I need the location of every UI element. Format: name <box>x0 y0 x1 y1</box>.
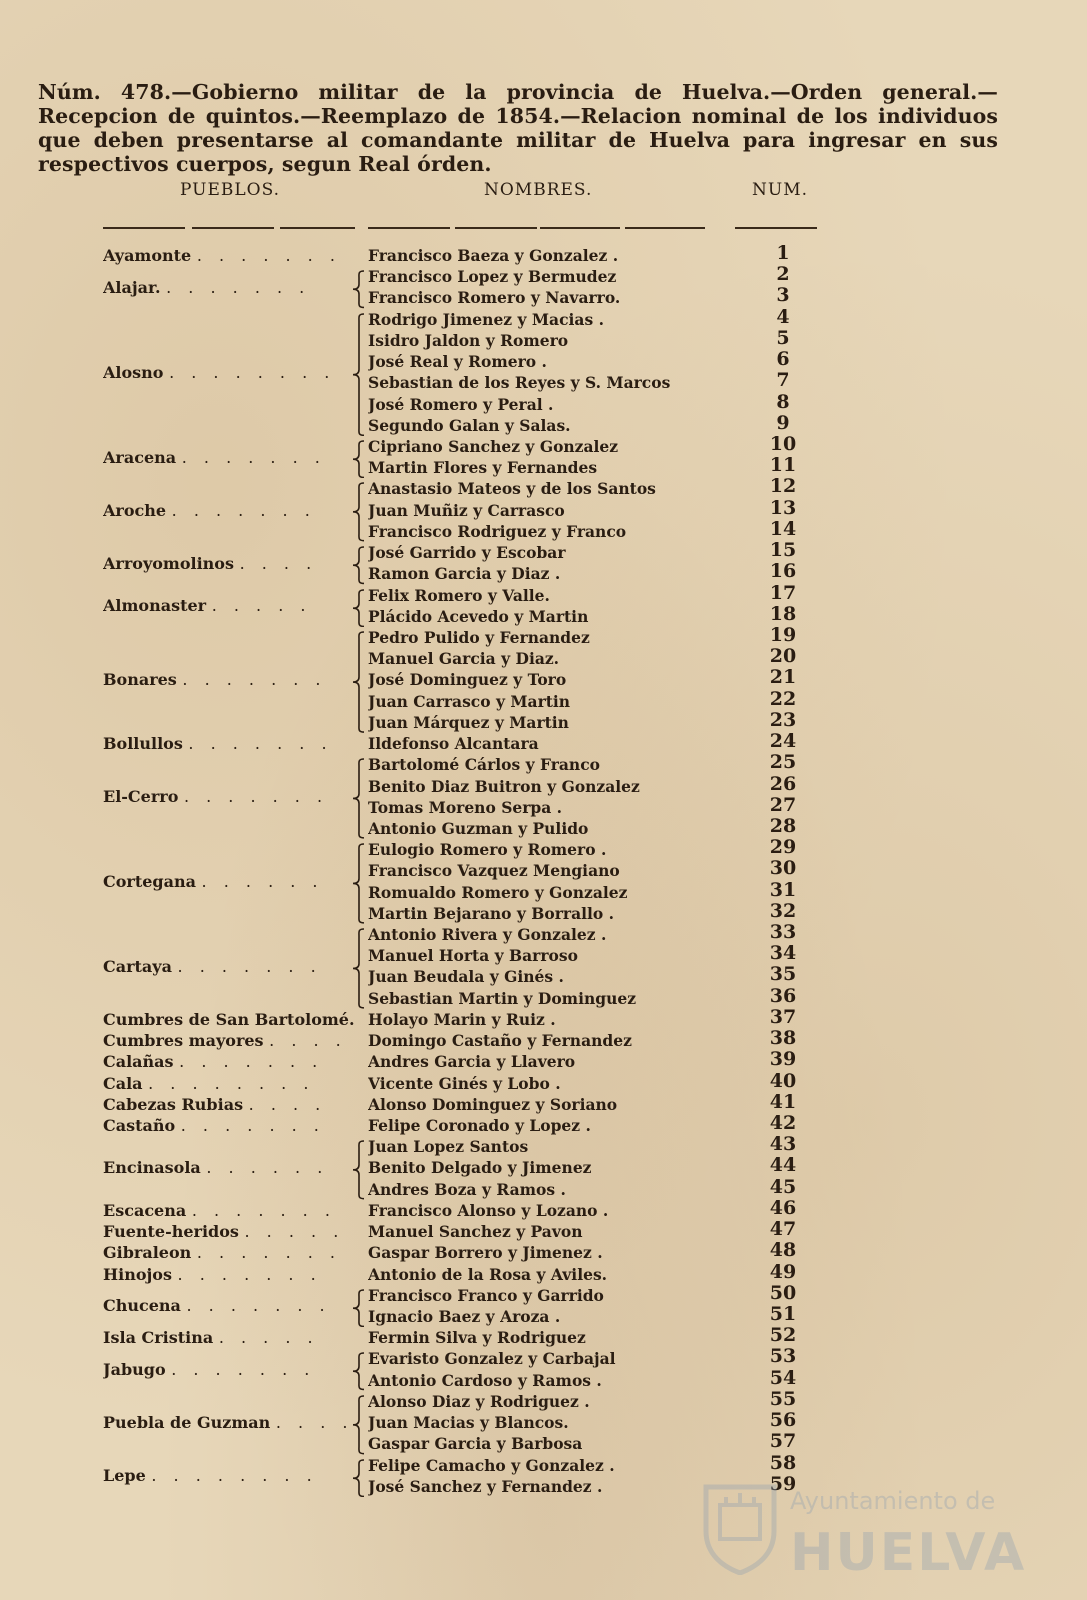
town-name: Alajar. <box>103 277 161 297</box>
entry-name: Ignacio Baez y Aroza . <box>368 1307 561 1326</box>
group-brace <box>352 270 366 308</box>
entry-number: 52 <box>769 1324 797 1347</box>
entry-name: Antonio Guzman y Pulido <box>368 818 589 838</box>
town-label <box>103 872 358 891</box>
town-label <box>103 1328 358 1347</box>
town-label <box>103 596 358 615</box>
group-brace-path <box>353 1460 364 1496</box>
entry-number: 35 <box>769 963 797 986</box>
town-leader-dots: . . . . . <box>244 1222 345 1242</box>
entry-name: Gaspar Borrero y Jimenez . <box>368 1243 603 1263</box>
group-brace-path <box>353 929 364 1008</box>
town-leader-dots: . . . . . . . <box>171 500 316 520</box>
town-leader-dots: . . . . . . . <box>177 1264 322 1284</box>
group-brace-path <box>353 844 364 923</box>
archive-watermark <box>690 1465 1050 1585</box>
entry-number: 59 <box>769 1472 797 1495</box>
group-brace <box>352 843 366 924</box>
entry-number: 27 <box>769 793 797 816</box>
town-leader-dots: . . . . . . . <box>182 670 327 690</box>
entry-number: 39 <box>769 1048 797 1071</box>
entry-name: Plácido Acevedo y Martin <box>368 606 589 626</box>
town-leader-dots: . . . . . . . <box>179 1052 324 1072</box>
town-leader-dots: . . . . <box>275 1413 354 1433</box>
column-rule <box>192 227 274 229</box>
entry-number: 21 <box>769 666 797 689</box>
entry-name: Manuel Garcia y Diaz. <box>368 649 560 669</box>
entry-name: Martin Bejarano y Borrallo . <box>368 903 615 923</box>
entry-number: 18 <box>769 602 797 625</box>
town-name: Hinojos <box>103 1264 172 1284</box>
group-brace <box>352 928 366 1009</box>
entry-number: 23 <box>769 708 797 731</box>
entry-number: 51 <box>769 1303 797 1325</box>
entry-number: 5 <box>776 326 790 349</box>
town-leader-dots: . . . . . . . . <box>148 1073 315 1093</box>
town-leader-dots: . . . . . . . <box>177 956 322 976</box>
group-brace <box>352 546 366 584</box>
town-name: Aroche <box>103 500 167 520</box>
entry-name: José Romero y Peral . <box>368 394 554 414</box>
entry-number: 14 <box>769 517 797 540</box>
town-label <box>103 1265 358 1284</box>
entry-number: 30 <box>769 857 797 880</box>
town-leader-dots: . . . . . <box>211 596 312 616</box>
entry-name: Andres Garcia y Llavero <box>368 1052 576 1072</box>
entry-name: Martin Flores y Fernandes <box>368 458 598 478</box>
column-rule <box>455 227 537 229</box>
town-name: Cabezas Rubias <box>103 1094 244 1114</box>
group-brace <box>352 482 366 542</box>
watermark-line2: HUELVA <box>790 1523 1027 1583</box>
entry-number: 22 <box>769 687 797 710</box>
town-name: Lepe <box>103 1466 146 1486</box>
entry-name: Antonio de la Rosa y Aviles. <box>368 1264 608 1284</box>
watermark-line1: Ayuntamiento de <box>790 1487 996 1515</box>
entry-number: 41 <box>769 1090 797 1113</box>
town-label <box>103 1031 358 1050</box>
town-leader-dots: . . . . . . . <box>186 1296 331 1316</box>
entry-number: 3 <box>776 284 790 307</box>
town-label <box>103 1158 358 1177</box>
entry-name: Tomas Moreno Serpa . <box>368 797 563 817</box>
group-brace-path <box>353 1396 364 1454</box>
town-label <box>103 734 358 753</box>
entry-number: 48 <box>769 1239 797 1262</box>
town-leader-dots: . . . . . <box>218 1328 319 1348</box>
entry-number: 43 <box>769 1133 797 1156</box>
town-label <box>103 1116 358 1135</box>
group-brace-path <box>353 483 364 541</box>
town-name: Jabugo <box>103 1360 166 1380</box>
entry-name: Juan Muñiz y Carrasco <box>368 500 565 520</box>
entry-name: Bartolomé Cárlos y Franco <box>368 755 600 775</box>
town-label <box>103 1296 358 1315</box>
entry-number: 58 <box>769 1451 797 1474</box>
entry-number: 24 <box>769 730 797 753</box>
entry-number: 11 <box>769 454 797 477</box>
entry-name: Vicente Ginés y Lobo . <box>368 1073 561 1093</box>
entry-name: José Sanchez y Fernandez . <box>368 1476 603 1496</box>
group-brace <box>352 1140 366 1200</box>
entry-name: Juan Carrasco y Martin <box>368 691 571 711</box>
entry-number: 36 <box>769 984 797 1007</box>
entry-name: Felipe Camacho y Gonzalez . <box>368 1455 615 1475</box>
entry-number: 16 <box>769 560 797 583</box>
entry-name: Holayo Marin y Ruiz . <box>368 1009 556 1029</box>
town-label <box>103 501 358 520</box>
entry-number: 33 <box>769 921 797 944</box>
entry-name: Fermin Silva y Rodriguez <box>368 1328 586 1348</box>
document-header: Núm. 478.—Gobierno militar de la provincia de Huelva.—Orden general.—Recepcion de quintos.—Reemplazo de 1854.—Relacion nominal de los individuos que deben presentarse al comandante militar de Huelva para ingresar en sus respectivos cuerpos, segun Real órden. <box>38 80 998 176</box>
entry-number: 6 <box>776 348 790 371</box>
town-leader-dots: . . . . . . <box>206 1158 329 1178</box>
entry-name: José Garrido y Escobar <box>368 543 566 563</box>
town-leader-dots: . . . . . . . . <box>169 362 336 382</box>
column-rule <box>540 227 620 229</box>
town-label <box>103 1466 358 1485</box>
town-leader-dots: . . . . . . . <box>181 447 326 467</box>
entry-number: 40 <box>769 1069 797 1092</box>
town-leader-dots: . . . . . . <box>201 871 324 891</box>
town-name: Fuente-heridos <box>103 1222 239 1242</box>
town-name: Cala <box>103 1073 143 1093</box>
town-name: Almonaster <box>103 596 207 616</box>
entry-number: 17 <box>769 581 797 604</box>
group-brace <box>352 440 366 478</box>
town-leader-dots: . . . . . . . <box>196 246 341 265</box>
town-label <box>103 787 358 806</box>
entry-name: Alonso Dominguez y Soriano <box>368 1094 618 1114</box>
entry-name: Gaspar Garcia y Barbosa <box>368 1434 583 1454</box>
town-name: El-Cerro <box>103 787 179 807</box>
town-name: Gibraleon <box>103 1243 192 1263</box>
town-name: Cortegana <box>103 871 196 891</box>
town-name: Aracena <box>103 447 177 467</box>
town-name: Encinasola <box>103 1158 201 1178</box>
entry-number: 32 <box>769 899 797 922</box>
entry-number: 28 <box>769 814 797 837</box>
entry-number: 38 <box>769 1027 797 1050</box>
town-label <box>103 448 358 467</box>
entry-number: 55 <box>769 1387 797 1410</box>
town-name: Ayamonte <box>103 246 192 265</box>
entry-name: Isidro Jaldon y Romero <box>368 330 569 350</box>
town-label <box>103 363 358 382</box>
entry-number: 47 <box>769 1218 797 1241</box>
entry-number: 53 <box>769 1345 797 1368</box>
entry-number: 19 <box>769 623 797 646</box>
town-label <box>103 1074 358 1093</box>
entry-name: José Dominguez y Toro <box>368 670 567 690</box>
town-label <box>103 1052 358 1071</box>
entry-number: 4 <box>776 305 790 328</box>
column-header-num: NUM. <box>752 180 809 200</box>
town-leader-dots: . . . . . . . <box>180 1116 325 1136</box>
town-name: Alosno <box>103 362 164 382</box>
entry-number: 2 <box>776 263 790 286</box>
entry-name: Francisco Romero y Navarro. <box>368 288 621 308</box>
entry-name: Eulogio Romero y Romero . <box>368 840 607 860</box>
group-brace-path <box>353 441 364 477</box>
town-label <box>103 1010 358 1029</box>
town-label <box>103 1360 358 1379</box>
entry-name: Antonio Rivera y Gonzalez . <box>368 925 607 945</box>
entry-name: Anastasio Mateos y de los Santos <box>368 479 656 499</box>
entry-number: 9 <box>776 411 790 434</box>
town-label <box>103 1201 358 1220</box>
column-header-pueblos: PUEBLOS. <box>180 180 281 200</box>
entry-name: Juan Beudala y Ginés . <box>368 967 564 987</box>
town-leader-dots: . . . . <box>269 1031 347 1051</box>
town-label <box>103 554 358 573</box>
group-brace <box>352 1395 366 1455</box>
town-label <box>103 246 358 265</box>
entry-number: 26 <box>769 772 797 795</box>
town-label <box>103 1243 358 1262</box>
group-brace-path <box>353 271 364 307</box>
column-rule <box>368 227 450 229</box>
town-label <box>103 1413 358 1432</box>
entry-number: 12 <box>769 475 797 498</box>
entry-name: Manuel Horta y Barroso <box>368 946 578 966</box>
group-brace <box>352 589 366 627</box>
entry-name: Ramon Garcia y Diaz . <box>368 564 561 584</box>
entry-name: Domingo Castaño y Fernandez <box>368 1031 632 1051</box>
entry-name: Francisco Baeza y Gonzalez . <box>368 246 619 265</box>
entry-number: 57 <box>769 1430 797 1453</box>
entry-name: Felipe Coronado y Lopez . <box>368 1116 591 1136</box>
entry-number: 49 <box>769 1260 797 1283</box>
group-brace <box>352 1352 366 1390</box>
entry-number: 25 <box>769 751 797 774</box>
entry-name: Juan Macias y Blancos. <box>368 1413 569 1433</box>
entry-name: Francisco Alonso y Lozano . <box>368 1200 609 1220</box>
town-leader-dots: . . . . . . . <box>188 734 333 754</box>
entry-name: José Real y Romero . <box>368 352 547 372</box>
column-rule <box>280 227 355 229</box>
town-name: Cumbres mayores <box>103 1031 264 1051</box>
entry-name: Romualdo Romero y Gonzalez <box>368 882 628 902</box>
town-leader-dots: . . . . . . . <box>183 787 329 807</box>
town-name: Puebla de Guzman <box>103 1413 271 1433</box>
town-leader-dots: . . . . <box>248 1094 327 1114</box>
entry-name: Francisco Lopez y Bermudez <box>368 267 617 287</box>
entry-name: Manuel Sanchez y Pavon <box>368 1222 583 1242</box>
entry-name: Benito Diaz Buitron y Gonzalez <box>368 776 640 796</box>
entry-name: Antonio Cardoso y Ramos . <box>368 1370 602 1390</box>
entry-name: Juan Márquez y Martin <box>368 712 569 732</box>
town-leader-dots: . . . . . . . <box>191 1200 336 1220</box>
entry-number: 20 <box>769 645 797 668</box>
town-leader-dots: . . . . . . . . <box>151 1466 318 1486</box>
entry-name: Segundo Galan y Salas. <box>368 415 571 435</box>
town-name: Arroyomolinos <box>103 553 234 573</box>
entry-number: 37 <box>769 1005 797 1028</box>
town-name: Calañas <box>103 1052 174 1072</box>
entry-number: 34 <box>769 942 797 965</box>
town-leader-dots: . . . . . . . <box>196 1243 341 1263</box>
entry-name: Alonso Diaz y Rodriguez . <box>368 1391 590 1411</box>
group-brace-path <box>353 314 364 435</box>
town-name: Cartaya <box>103 956 172 976</box>
group-brace <box>352 313 366 436</box>
group-brace-path <box>353 1290 364 1326</box>
entry-number: 1 <box>776 242 790 264</box>
group-brace <box>352 631 366 733</box>
entry-number: 42 <box>769 1112 797 1135</box>
group-brace-path <box>353 1141 364 1199</box>
entry-number: 10 <box>769 432 797 455</box>
entry-name: Francisco Vazquez Mengiano <box>368 861 620 881</box>
column-rule <box>625 227 705 229</box>
town-name: Bonares <box>103 670 177 690</box>
town-label <box>103 670 358 689</box>
group-brace <box>352 1289 366 1327</box>
town-name: Bollullos <box>103 734 183 754</box>
entry-number: 50 <box>769 1281 797 1304</box>
entry-name: Sebastian Martin y Dominguez <box>368 988 637 1008</box>
entry-name: Pedro Pulido y Fernandez <box>368 627 590 647</box>
entry-name: Francisco Rodriguez y Franco <box>368 521 627 541</box>
group-brace-path <box>353 1353 364 1389</box>
entry-name: Juan Lopez Santos <box>368 1137 529 1157</box>
entry-name: Felix Romero y Valle. <box>368 585 550 605</box>
entry-number: 8 <box>776 390 790 413</box>
town-name: Isla Cristina <box>103 1328 214 1348</box>
entry-name: Cipriano Sanchez y Gonzalez <box>368 436 619 456</box>
entry-name: Benito Delgado y Jimenez <box>368 1158 592 1178</box>
town-name: Chucena <box>103 1296 181 1316</box>
town-name: Cumbres de San Bartolomé. <box>103 1009 355 1029</box>
group-brace-path <box>353 632 364 732</box>
town-name: Castaño <box>103 1116 176 1136</box>
coat-of-arms-icon <box>700 1479 780 1575</box>
town-label <box>103 1095 358 1114</box>
entry-number: 45 <box>769 1175 797 1198</box>
entry-number: 54 <box>769 1366 797 1389</box>
town-leader-dots: . . . . . . . <box>166 277 311 297</box>
entry-name: Ildefonso Alcantara <box>368 734 539 754</box>
town-label <box>103 278 358 297</box>
group-brace <box>352 1459 366 1497</box>
group-brace-path <box>353 590 364 626</box>
group-brace-path <box>353 759 364 838</box>
entry-number: 31 <box>769 878 797 901</box>
column-rule <box>735 227 817 229</box>
entry-name: Francisco Franco y Garrido <box>368 1285 604 1305</box>
town-name: Escacena <box>103 1200 187 1220</box>
entry-number: 29 <box>769 836 797 859</box>
entry-name: Andres Boza y Ramos . <box>368 1179 566 1199</box>
group-brace <box>352 758 366 839</box>
column-header-nombres: NOMBRES. <box>484 180 593 200</box>
entry-number: 15 <box>769 539 797 562</box>
group-brace-path <box>353 547 364 583</box>
entry-name: Evaristo Gonzalez y Carbajal <box>368 1349 616 1369</box>
column-rule <box>103 227 185 229</box>
entry-number: 46 <box>769 1196 797 1219</box>
entry-name: Sebastian de los Reyes y S. Marcos <box>368 373 671 393</box>
town-label <box>103 1222 358 1241</box>
entry-number: 13 <box>769 496 797 519</box>
entry-number: 44 <box>769 1154 797 1177</box>
town-label <box>103 957 358 976</box>
entry-name: Rodrigo Jimenez y Macias . <box>368 309 604 329</box>
entry-number: 7 <box>776 369 790 392</box>
entry-number: 56 <box>769 1409 797 1432</box>
town-leader-dots: . . . . <box>239 553 318 573</box>
town-leader-dots: . . . . . . . <box>171 1360 316 1380</box>
